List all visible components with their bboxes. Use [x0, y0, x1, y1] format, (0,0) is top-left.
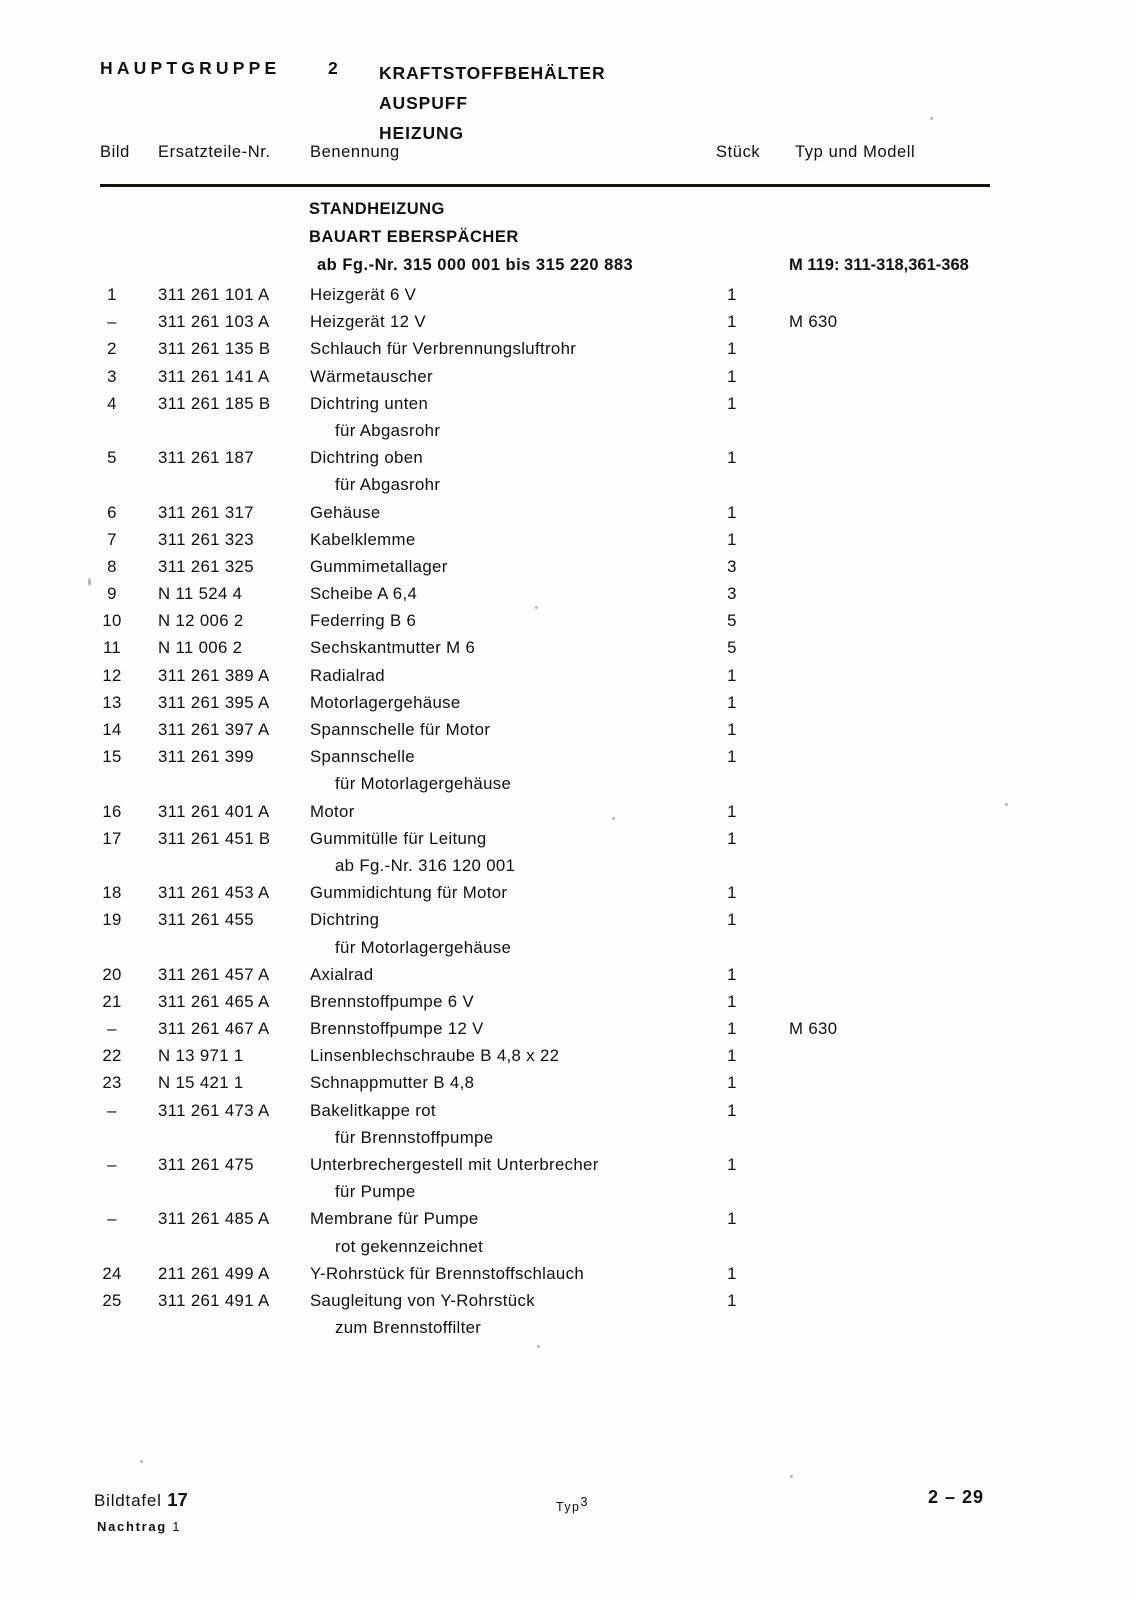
cell-benennung: Saugleitung von Y-Rohrstück	[310, 1290, 535, 1310]
cell-bild: 18	[102, 883, 122, 903]
cell-benennung: Motorlagergehäuse	[310, 692, 461, 712]
cell-bild: 13	[102, 692, 122, 712]
cell-benennung: Gehäuse	[310, 502, 381, 522]
section-title-standheizung: STANDHEIZUNG	[309, 200, 445, 218]
cell-stueck: 1	[727, 1046, 737, 1066]
table-row	[0, 689, 1137, 716]
table-row	[0, 499, 1137, 526]
cell-stueck: 1	[727, 883, 737, 903]
column-header-ersatzteile-nr: Ersatzteile-Nr.	[158, 143, 271, 161]
scan-speck	[537, 1345, 540, 1348]
scan-speck	[88, 578, 91, 586]
cell-ersatzteile-nr: 311 261 453 A	[158, 883, 270, 903]
cell-bild: 7	[107, 529, 117, 549]
cell-benennung: Gummitülle für Leitung	[310, 828, 487, 848]
cell-stueck: 1	[727, 1155, 737, 1174]
cell-ersatzteile-nr: 311 261 141 A	[158, 366, 270, 386]
table-row	[0, 580, 1137, 607]
table-row	[0, 906, 1137, 933]
cell-bild: 23	[102, 1073, 122, 1093]
cell-benennung: für Pumpe	[335, 1182, 416, 1202]
cell-stueck: 1	[727, 1209, 737, 1229]
header-titles	[379, 58, 606, 148]
cell-ersatzteile-nr: 311 261 399	[158, 747, 254, 767]
cell-ersatzteile-nr: 311 261 101 A	[158, 285, 270, 304]
header-title-3: HEIZUNG	[379, 123, 465, 143]
header-divider-rule	[100, 184, 990, 187]
cell-benennung: Schnappmutter B 4,8	[310, 1073, 475, 1093]
cell-ersatzteile-nr: N 15 421 1	[158, 1073, 244, 1093]
table-row	[0, 281, 1137, 308]
table-row	[0, 825, 1137, 852]
table-row	[0, 363, 1137, 390]
cell-bild: 5	[107, 448, 117, 468]
cell-stueck: 1	[727, 692, 737, 712]
section-title-bauart: BAUART EBERSPÄCHER	[309, 228, 519, 246]
cell-benennung: für Motorlagergehäuse	[335, 937, 512, 957]
cell-benennung: Heizgerät 6 V	[310, 285, 417, 304]
column-header-typ-und-modell: Typ und Modell	[795, 143, 916, 161]
scan-speck	[930, 117, 933, 120]
parts-table	[0, 281, 1137, 1341]
cell-benennung: Federring B 6	[310, 611, 417, 631]
cell-ersatzteile-nr: 311 261 103 A	[158, 312, 270, 332]
header-title-1: KRAFTSTOFFBEHÄLTER	[379, 63, 606, 83]
footer-typ-number: 3	[580, 1494, 588, 1509]
cell-stueck: 1	[727, 665, 737, 685]
cell-bild: 8	[107, 556, 117, 576]
cell-ersatzteile-nr: 311 261 317	[158, 502, 254, 522]
table-row	[0, 1069, 1137, 1096]
footer-bildtafel-label: Bildtafel	[94, 1491, 162, 1510]
cell-benennung: Motor	[310, 801, 355, 821]
cell-benennung: ab Fg.-Nr. 316 120 001	[335, 855, 516, 875]
cell-bild: –	[107, 1155, 117, 1174]
cell-benennung: Sechskantmutter M 6	[310, 638, 476, 658]
cell-stueck: 1	[727, 991, 737, 1011]
cell-ersatzteile-nr: 311 261 135 B	[158, 339, 271, 359]
footer-bildtafel	[94, 1489, 188, 1511]
cell-stueck: 1	[727, 747, 737, 767]
cell-ersatzteile-nr: 311 261 185 B	[158, 393, 271, 413]
cell-benennung: Spannschelle	[310, 747, 415, 767]
cell-ersatzteile-nr: 311 261 473 A	[158, 1100, 270, 1120]
table-row	[0, 417, 1137, 444]
table-row	[0, 662, 1137, 689]
table-row	[0, 852, 1137, 879]
cell-bild: –	[107, 1209, 117, 1229]
cell-ersatzteile-nr: N 11 524 4	[158, 584, 243, 604]
table-row	[0, 961, 1137, 988]
footer-nachtrag	[97, 1519, 180, 1534]
footer-bildtafel-number: 17	[167, 1489, 188, 1510]
cell-bild: 21	[102, 991, 122, 1011]
cell-bild: 2	[107, 339, 117, 359]
cell-ersatzteile-nr: 311 261 475	[158, 1155, 254, 1174]
footer-nachtrag-label: Nachtrag	[97, 1519, 167, 1534]
table-row	[0, 1124, 1137, 1151]
cell-bild: 24	[102, 1263, 122, 1283]
cell-benennung: Bakelitkappe rot	[310, 1100, 436, 1120]
cell-ersatzteile-nr: 311 261 187	[158, 448, 254, 468]
cell-stueck: 1	[727, 393, 737, 413]
table-row	[0, 716, 1137, 743]
cell-stueck: 1	[727, 1263, 737, 1283]
cell-ersatzteile-nr: 311 261 401 A	[158, 801, 270, 821]
cell-ersatzteile-nr: N 13 971 1	[158, 1046, 244, 1066]
cell-stueck: 5	[727, 611, 737, 631]
table-row	[0, 1260, 1137, 1287]
table-row	[0, 1042, 1137, 1069]
scan-speck	[140, 1460, 143, 1463]
cell-benennung: für Abgasrohr	[335, 420, 441, 440]
table-row	[0, 390, 1137, 417]
table-row	[0, 770, 1137, 797]
cell-stueck: 5	[727, 638, 737, 658]
cell-benennung: für Motorlagergehäuse	[335, 774, 512, 794]
cell-bild: –	[107, 1019, 117, 1039]
cell-stueck: 1	[727, 285, 737, 304]
cell-typ-und-modell: M 630	[789, 1019, 838, 1039]
footer-typ-label: Typ	[556, 1500, 581, 1515]
cell-ersatzteile-nr: 311 261 467 A	[158, 1019, 270, 1039]
cell-bild: 12	[102, 665, 122, 685]
cell-bild: 11	[102, 638, 122, 658]
scan-speck	[612, 817, 615, 820]
table-row	[0, 634, 1137, 661]
cell-bild: 25	[102, 1290, 122, 1310]
cell-ersatzteile-nr: N 12 006 2	[158, 611, 244, 631]
hauptgruppe-number: 2	[328, 58, 338, 78]
scan-speck	[1005, 803, 1008, 806]
column-header-stueck: Stück	[716, 143, 761, 161]
cell-stueck: 1	[727, 801, 737, 821]
cell-ersatzteile-nr: 311 261 325	[158, 556, 254, 576]
cell-stueck: 1	[727, 720, 737, 739]
table-row	[0, 1178, 1137, 1205]
table-row	[0, 1205, 1137, 1232]
cell-benennung: Dichtring oben	[310, 448, 424, 468]
table-row	[0, 1097, 1137, 1124]
table-row	[0, 607, 1137, 634]
cell-stueck: 1	[727, 1290, 737, 1310]
cell-bild: 19	[102, 910, 122, 930]
table-row	[0, 1151, 1137, 1178]
table-row	[0, 1015, 1137, 1042]
scan-speck	[790, 1475, 793, 1478]
cell-bild: –	[107, 312, 117, 332]
section-model-note: M 119: 311-318,361-368	[789, 256, 969, 274]
table-row	[0, 743, 1137, 770]
table-row	[0, 526, 1137, 553]
cell-benennung: Unterbrechergestell mit Unterbrecher	[310, 1155, 599, 1174]
cell-benennung: Scheibe A 6,4	[310, 584, 418, 604]
cell-benennung: für Abgasrohr	[335, 475, 441, 495]
table-row	[0, 879, 1137, 906]
cell-stueck: 1	[727, 1019, 737, 1039]
cell-bild: –	[107, 1100, 117, 1120]
cell-ersatzteile-nr: 311 261 323	[158, 529, 254, 549]
cell-stueck: 1	[727, 448, 737, 468]
cell-typ-und-modell: M 630	[789, 312, 838, 332]
cell-stueck: 3	[727, 584, 737, 604]
cell-stueck: 1	[727, 312, 737, 332]
cell-benennung: Dichtring	[310, 910, 380, 930]
cell-bild: 16	[102, 801, 122, 821]
cell-benennung: Linsenblechschraube B 4,8 x 22	[310, 1046, 560, 1066]
table-row	[0, 1314, 1137, 1341]
table-row	[0, 553, 1137, 580]
table-row	[0, 934, 1137, 961]
table-row	[0, 1233, 1137, 1260]
hauptgruppe-label: HAUPTGRUPPE	[100, 58, 281, 78]
cell-bild: 14	[102, 720, 122, 739]
cell-benennung: für Brennstoffpumpe	[335, 1127, 494, 1147]
table-row	[0, 444, 1137, 471]
cell-stueck: 1	[727, 366, 737, 386]
table-row	[0, 335, 1137, 362]
cell-ersatzteile-nr: 311 261 455	[158, 910, 254, 930]
table-row	[0, 798, 1137, 825]
cell-bild: 20	[102, 964, 122, 984]
cell-benennung: Kabelklemme	[310, 529, 416, 549]
column-header-benennung: Benennung	[310, 143, 400, 161]
cell-stueck: 3	[727, 556, 737, 576]
footer-page-number: 2 – 29	[928, 1487, 985, 1507]
cell-benennung: Dichtring unten	[310, 393, 429, 413]
cell-ersatzteile-nr: N 11 006 2	[158, 638, 243, 658]
cell-stueck: 1	[727, 339, 737, 359]
cell-stueck: 1	[727, 502, 737, 522]
cell-benennung: rot gekennzeichnet	[335, 1236, 484, 1256]
cell-stueck: 1	[727, 1073, 737, 1093]
cell-bild: 17	[102, 828, 122, 848]
scan-speck	[535, 606, 538, 609]
section-chassis-range: ab Fg.-Nr. 315 000 001 bis 315 220 883	[317, 256, 634, 274]
cell-benennung: Gummidichtung für Motor	[310, 883, 508, 903]
cell-stueck: 1	[727, 529, 737, 549]
cell-ersatzteile-nr: 311 261 451 B	[158, 828, 271, 848]
cell-benennung: Brennstoffpumpe 12 V	[310, 1019, 484, 1039]
table-row	[0, 988, 1137, 1015]
cell-benennung: Heizgerät 12 V	[310, 312, 426, 332]
column-header-bild: Bild	[100, 143, 130, 161]
header-title-2: AUSPUFF	[379, 93, 468, 113]
cell-stueck: 1	[727, 910, 737, 930]
cell-benennung: Axialrad	[310, 964, 374, 984]
cell-benennung: Wärmetauscher	[310, 366, 433, 386]
footer-nachtrag-number: 1	[172, 1519, 180, 1534]
table-row	[0, 471, 1137, 498]
cell-bild: 22	[102, 1046, 122, 1066]
cell-stueck: 1	[727, 1100, 737, 1120]
cell-bild: 4	[107, 393, 117, 413]
cell-bild: 6	[107, 502, 117, 522]
cell-stueck: 1	[727, 964, 737, 984]
cell-ersatzteile-nr: 311 261 491 A	[158, 1290, 270, 1310]
cell-benennung: Membrane für Pumpe	[310, 1209, 479, 1229]
cell-benennung: zum Brennstoffilter	[335, 1318, 482, 1338]
cell-ersatzteile-nr: 311 261 397 A	[158, 720, 270, 739]
cell-bild: 3	[107, 366, 117, 386]
cell-ersatzteile-nr: 311 261 395 A	[158, 692, 270, 712]
cell-benennung: Brennstoffpumpe 6 V	[310, 991, 474, 1011]
table-row	[0, 1287, 1137, 1314]
cell-bild: 9	[107, 584, 117, 604]
table-row	[0, 308, 1137, 335]
cell-bild: 10	[102, 611, 122, 631]
cell-benennung: Schlauch für Verbrennungsluftrohr	[310, 339, 577, 359]
cell-benennung: Gummimetallager	[310, 556, 448, 576]
cell-ersatzteile-nr: 211 261 499 A	[158, 1263, 270, 1283]
footer-typ	[556, 1494, 588, 1514]
cell-benennung: Spannschelle für Motor	[310, 720, 491, 739]
cell-benennung: Radialrad	[310, 665, 385, 685]
cell-ersatzteile-nr: 311 261 457 A	[158, 964, 270, 984]
cell-benennung: Y-Rohrstück für Brennstoffschlauch	[310, 1263, 585, 1283]
cell-stueck: 1	[727, 828, 737, 848]
cell-ersatzteile-nr: 311 261 465 A	[158, 991, 270, 1011]
cell-ersatzteile-nr: 311 261 389 A	[158, 665, 270, 685]
cell-bild: 1	[107, 285, 117, 304]
cell-bild: 15	[102, 747, 122, 767]
cell-ersatzteile-nr: 311 261 485 A	[158, 1209, 270, 1229]
